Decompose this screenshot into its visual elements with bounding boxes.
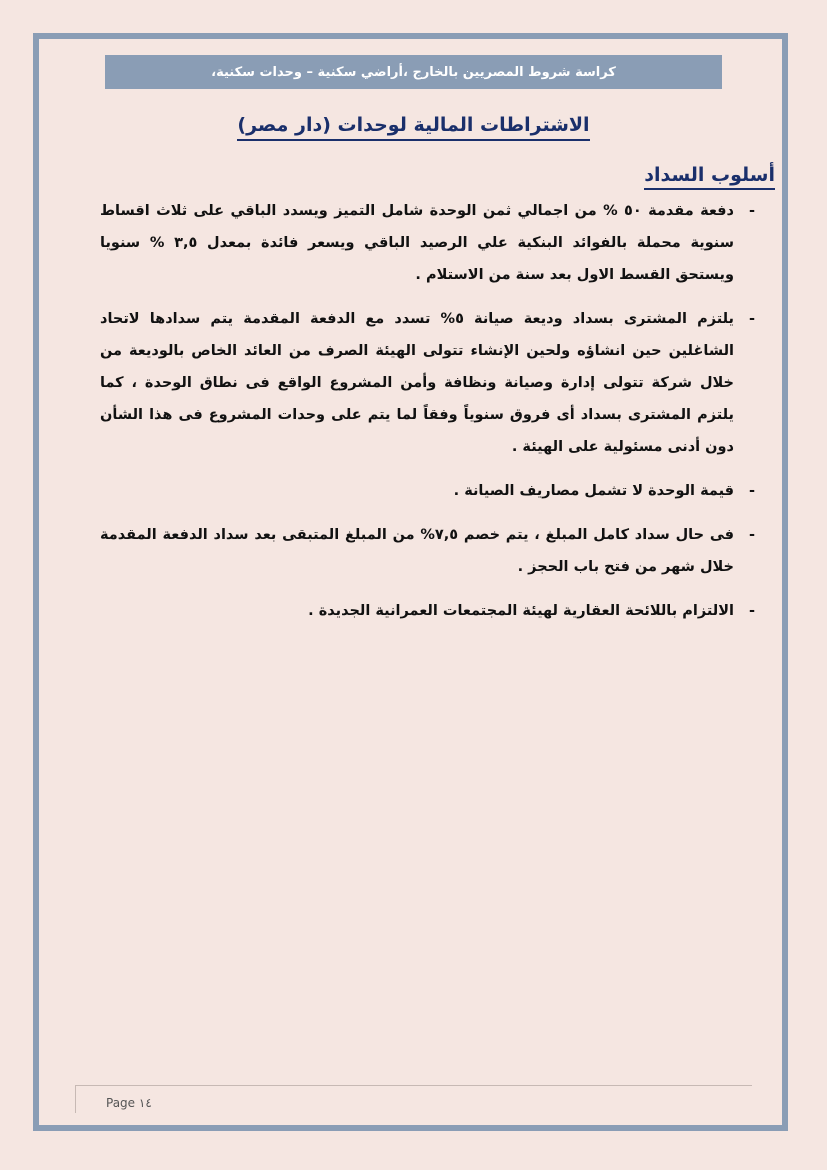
list-item xyxy=(100,475,760,507)
list-item-text: دفعة مقدمة ٥٠ % من اجمالي ثمن الوحدة شامل التميز ويسدد الباقي على ثلاث اقساط سنوية محملة بالفوائد البنكية علي الرصيد الباقي ويسعر فائدة بمعدل ٣,٥ % سنويا ويستحق القسط الاول بعد سنة من الاستلام . xyxy=(100,203,734,283)
section-heading: أسلوب السداد xyxy=(644,164,775,190)
bullet-dash: - xyxy=(748,603,756,619)
footer-divider xyxy=(75,1085,752,1086)
bullet-dash: - xyxy=(748,483,756,499)
bullet-dash: - xyxy=(748,203,756,219)
payment-terms-list xyxy=(100,195,760,639)
list-item-text: قيمة الوحدة لا تشمل مصاريف الصيانة . xyxy=(453,483,734,499)
list-item xyxy=(100,303,760,463)
list-item xyxy=(100,195,760,291)
list-item-text: الالتزام باللائحة العقارية لهيئة المجتمعات العمرانية الجديدة . xyxy=(308,603,734,619)
document-title-text: الاشتراطات المالية لوحدات (دار مصر) xyxy=(237,114,589,141)
document-title xyxy=(0,114,827,136)
list-item-text: فى حال سداد كامل المبلغ ، يتم خصم ٧,٥% من المبلغ المتبقى بعد سداد الدفعة المقدمة خلال شهر من فتح باب الحجز . xyxy=(100,527,734,575)
list-item xyxy=(100,595,760,627)
footer-divider-tick xyxy=(75,1085,76,1113)
page-number: Page ١٤ xyxy=(106,1096,152,1110)
list-item-text: يلتزم المشترى بسداد وديعة صيانة ٥% تسدد مع الدفعة المقدمة يتم سدادها لاتحاد الشاغلين حين انشاؤه ولحين الإنشاء تتولى الهيئة الصرف من العائد الخاص بالوديعة من خلال شركة تتولى إدارة وصيانة ونظافة وأمن المشروع الواقع فى نطاق الوحدة ، كما يلتزم المشترى بسداد أى فروق سنوياً وفقاً لما يتم على وحدات المشروع فى هذا الشأن دون أدنى مسئولية على الهيئة . xyxy=(100,311,735,455)
list-item xyxy=(100,519,760,583)
bullet-dash: - xyxy=(748,311,756,327)
header-band xyxy=(105,55,722,89)
bullet-dash: - xyxy=(748,527,756,543)
header-text: كراسة شروط المصريين بالخارج ،أراضي سكنية – وحدات سكنية، xyxy=(211,64,616,80)
